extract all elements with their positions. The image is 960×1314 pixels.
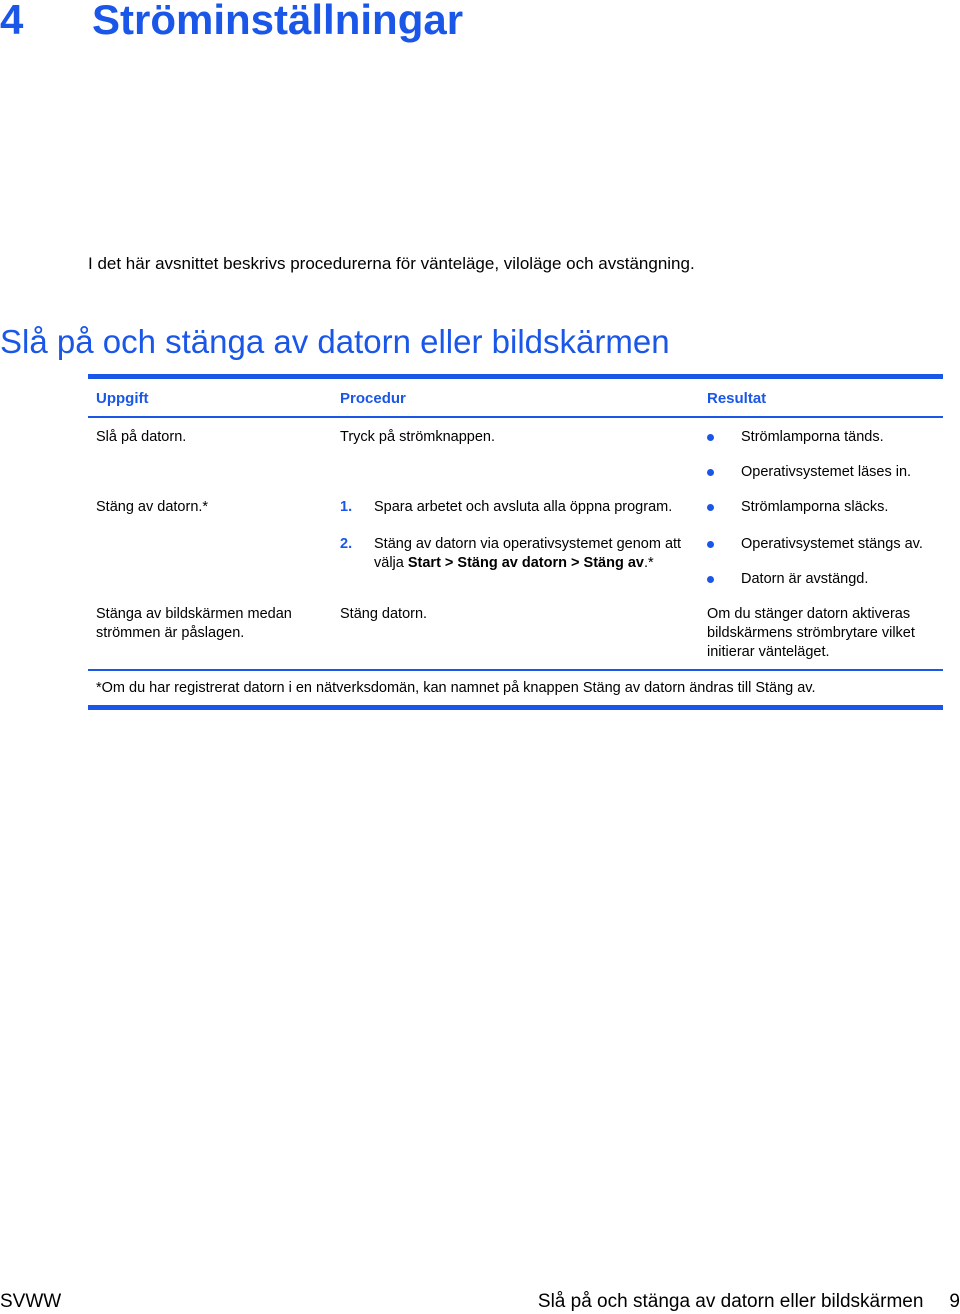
row3-result [707,605,915,662]
row3-result-line2: bildskärmens strömbrytare vilket [707,625,915,641]
row1-procedure: Tryck på strömknappen. [340,429,495,445]
chapter-title [0,0,463,44]
header-procedure: Procedur [340,390,406,407]
row2-step1-number: 1. [340,499,353,515]
table-top-rule [88,374,943,379]
footer-right [538,1290,960,1314]
row2-step2-number: 2. [340,536,353,552]
row2-step2-line2-lead: välja [374,555,408,571]
row3-task [96,605,292,643]
row2-step2-text [374,535,704,573]
section-heading: Slå på och stänga av datorn eller bildskärmen [0,323,670,360]
footer-page-number: 9 [949,1291,960,1312]
row3-result-line1: Om du stänger datorn aktiveras [707,606,911,622]
row1-task: Slå på datorn. [96,429,187,445]
row2-task: Stäng av datorn.* [96,499,209,515]
row1-result-1: Strömlamporna tänds. [741,429,884,445]
row2-step2-tail: .* [643,555,654,571]
header-task: Uppgift [96,390,149,407]
table-footnote: *Om du har registrerat datorn i en nätverksdomän, kan namnet på knappen Stäng av datorn ändras till Stäng av. [96,680,816,696]
row2-step2-menu-path: Start > Stäng av datorn > Stäng av [407,555,644,571]
footer-code: SVWW [0,1291,62,1312]
row3-procedure: Stäng datorn. [340,606,428,622]
page-footer [0,1290,960,1314]
header-rule [88,416,943,418]
chapter-title-text: Ströminställningar [92,0,464,43]
row2-result-3: Datorn är avstängd. [741,571,869,587]
row2-step2-line1: Stäng av datorn via operativsystemet genom att [374,536,682,552]
row2-step1-text: Spara arbetet och avsluta alla öppna program. [374,499,673,515]
row1-result-2: Operativsystemet läses in. [741,464,912,480]
row3-task-line1: Stänga av bildskärmen medan [96,606,292,622]
row3-result-line3: initierar vänteläget. [707,644,830,660]
footer-section-title: Slå på och stänga av datorn eller bildskärmen [537,1291,924,1312]
row2-result-2: Operativsystemet stängs av. [741,536,923,552]
header-result: Resultat [707,390,767,407]
row3-task-line2: strömmen är påslagen. [96,625,245,641]
chapter-number: 4 [0,0,24,43]
footnote-rule [88,669,943,671]
row2-result-1: Strömlamporna släcks. [741,499,889,515]
table-bottom-rule [88,705,943,710]
intro-paragraph: I det här avsnittet beskrivs procedurerna för vänteläge, viloläge och avstängning. [88,254,695,273]
